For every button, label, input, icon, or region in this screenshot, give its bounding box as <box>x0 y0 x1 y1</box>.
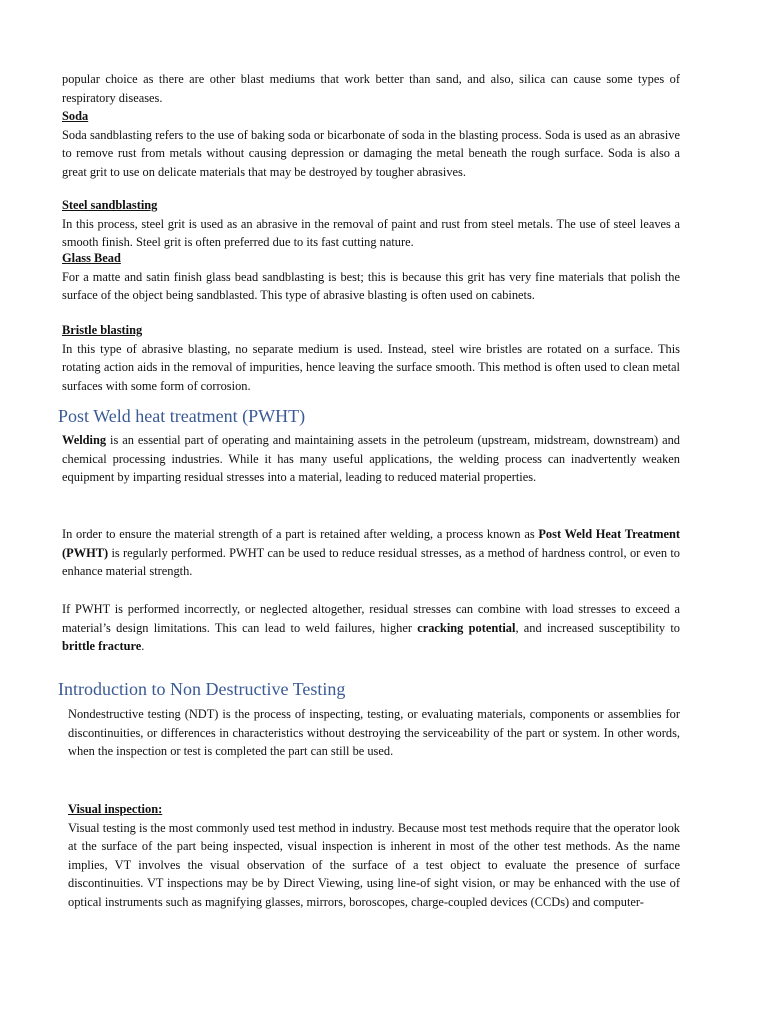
bristle-heading: Bristle blasting <box>62 323 143 337</box>
intro-section <box>62 70 680 107</box>
ndt-heading: Introduction to Non Destructive Testing <box>58 679 346 699</box>
pwht-p3-end: . <box>141 639 145 654</box>
visual-heading: Visual inspection: <box>68 802 163 816</box>
soda-paragraph: Soda sandblasting refers to the use of baking soda or bicarbonate of soda in the blasting process. Soda is used as an abrasive to remove rust from metals without causing depression or damaging the metal beneath the rough surface. Soda is also a great grit to use on delicate materials that may be destroyed by tougher abrasives. <box>62 127 680 179</box>
pwht-paragraph-2 <box>62 525 680 581</box>
steel-paragraph: In this process, steel grit is used as an abrasive in the removal of paint and rust from steel metals. The use of steel leaves a smooth finish. Steel grit is often preferred due to its fast cutting nature. <box>62 216 680 250</box>
brittle-bold: brittle fracture <box>62 639 142 654</box>
pwht-p2-text: is regularly performed. PWHT can be used to reduce residual stresses, as a method of hardness control, or even to enhance material strength. <box>62 545 680 579</box>
pwht-p2-start: In order to ensure the material strength of a part is retained after welding, a process known as <box>62 527 539 541</box>
steel-section <box>62 196 680 252</box>
steel-heading: Steel sandblasting <box>62 198 158 212</box>
bristle-paragraph: In this type of abrasive blasting, no separate medium is used. Instead, steel wire bristles are rotated on a surface. This rotating action aids in the removal of impurities, hence leaving the surface smooth. This method is often used to clean metal surfaces with some form of corrosion. <box>62 341 680 393</box>
pwht-p1-text: is an essential part of operating and maintaining assets in the petroleum (upstream, midstream, downstream) and chemical processing industries. While it has many useful applications, the welding process can inadvertently weaken equipment by imparting residual stresses into a material, leading to reduced material properties. <box>62 433 680 485</box>
pwht-paragraph-3 <box>62 600 680 656</box>
pwht-heading: Post Weld heat treatment (PWHT) <box>58 406 306 426</box>
soda-heading: Soda <box>62 109 89 123</box>
glass-paragraph: For a matte and satin finish glass bead sandblasting is best; this is because this grit has very fine materials that polish the surface of the object being sandblasted. This type of abrasive blasting is often used on cabinets. <box>62 269 680 303</box>
intro-paragraph: popular choice as there are other blast mediums that work better than sand, and also, silica can cause some types of respiratory diseases. <box>62 72 680 105</box>
bristle-section <box>62 321 680 395</box>
pwht-paragraph-1 <box>62 431 680 487</box>
welding-bold: Welding <box>62 433 107 447</box>
pwht-term-bold: Post Weld Heat Treatment (PWHT) <box>62 527 680 560</box>
visual-section <box>68 800 680 912</box>
glass-section <box>62 249 680 305</box>
cracking-bold: cracking potential <box>417 620 516 635</box>
soda-section <box>62 107 680 181</box>
pwht-p3-start: If PWHT is performed incorrectly, or neglected altogether, residual stresses can combine with load stresses to exceed a material’s design limitations. This can lead to weld failures, higher <box>62 602 680 635</box>
glass-heading: Glass Bead <box>62 251 121 265</box>
visual-paragraph: Visual testing is the most commonly used test method in industry. Because most test methods require that the operator look at the surface of the part being inspected, visual inspection is inherent in most of the other test methods. As the name implies, VT involves the visual observation of the surface of a test object to evaluate the presence of surface discontinuities. VT inspections may be by Direct Viewing, using line-of sight vision, or may be enhanced with the use of optical instruments such as magnifying glasses, mirrors, boroscopes, charge-coupled devices (CCDs) and computer- <box>68 820 680 909</box>
ndt-paragraph: Nondestructive testing (NDT) is the process of inspecting, testing, or evaluating materials, components or assemblies for discontinuities, or differences in characteristics without destroying the serviceability of the part or system. In other words, when the inspection or test is completed the part can still be used. <box>68 707 680 759</box>
pwht-p3-mid: , and increased susceptibility to <box>515 620 680 635</box>
